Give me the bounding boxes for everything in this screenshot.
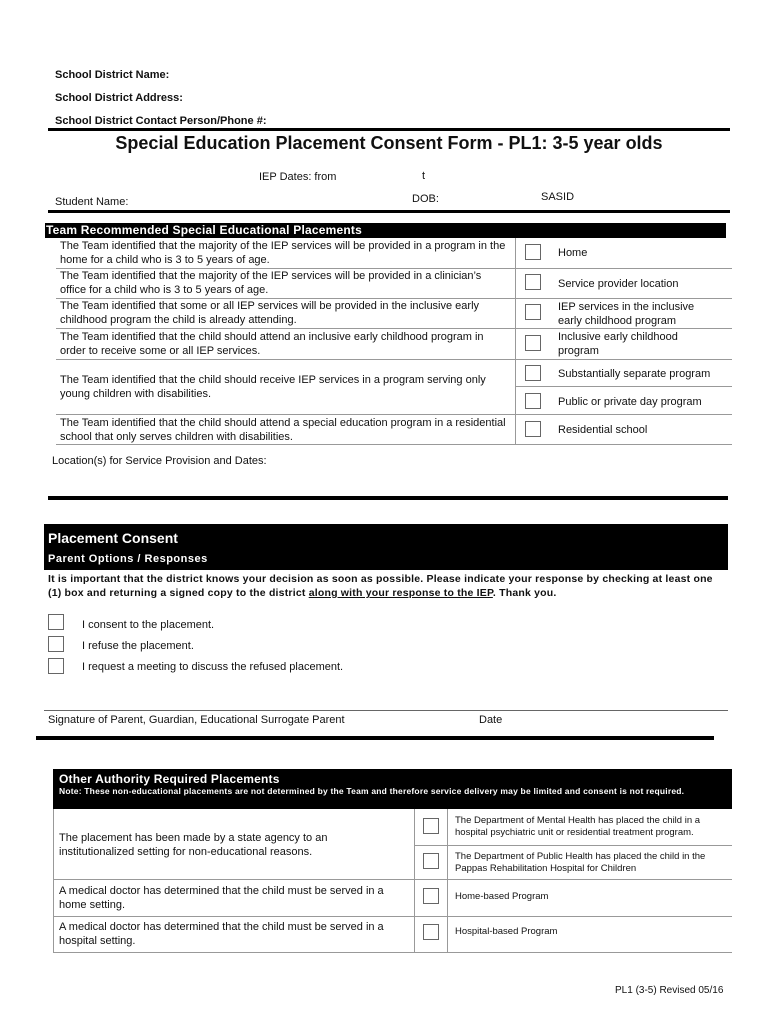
consent-header-block	[44, 524, 728, 570]
student-name-label: Student Name:	[55, 196, 129, 208]
locations-rule	[48, 496, 728, 500]
team-row-1-statement: The Team identified that the majority of the IEP services will be provided in a program in the home for a child who is 3 to 5 years of age.	[60, 240, 506, 266]
consent-subheading: Parent Options / Responses	[48, 553, 208, 565]
district-address-label: School District Address:	[55, 92, 183, 104]
dob-label: DOB:	[412, 193, 439, 205]
student-info-rule	[48, 210, 730, 213]
residential-school-checkbox[interactable]	[525, 421, 541, 437]
district-contact-label: School District Contact Person/Phone #:	[55, 115, 267, 127]
request-meeting-label: I request a meeting to discuss the refused placement.	[82, 661, 344, 673]
day-program-checkbox[interactable]	[525, 393, 541, 409]
inclusive-ec-checkbox[interactable]	[525, 335, 541, 351]
hospital-based-checkbox[interactable]	[423, 924, 439, 940]
separate-program-checkbox[interactable]	[525, 365, 541, 381]
home-option-label: Home	[558, 247, 588, 259]
team-row-4-statement: The Team identified that the child should attend an inclusive early childhood program in order to receive some or all IEP services.	[60, 331, 484, 357]
inclusive-ec-label: Inclusive early childhood program	[558, 331, 678, 357]
date-label: Date	[479, 714, 503, 726]
revision-footer: PL1 (3-5) Revised 05/16	[615, 985, 724, 996]
team-row-5-statement: The Team identified that the child should receive IEP services in a program serving only young children with disabilities.	[60, 374, 486, 400]
signature-rule	[36, 736, 714, 740]
team-row-6-statement: The Team identified that the child should attend a special education program in a residential school that only serves children with disabilities.	[60, 417, 506, 443]
dmh-checkbox[interactable]	[423, 818, 439, 834]
team-row-divider	[516, 386, 732, 387]
signature-label: Signature of Parent, Guardian, Educational Surrogate Parent	[48, 714, 345, 726]
team-row-divider	[56, 359, 732, 360]
other-row-2-statement: A medical doctor has determined that the child must be served in a home setting.	[59, 885, 384, 911]
locations-label: Location(s) for Service Provision and Dates:	[52, 455, 267, 467]
consent-heading: Placement Consent	[48, 530, 178, 546]
refuse-option-label: I refuse the placement.	[82, 640, 194, 652]
consent-instruction	[48, 572, 728, 600]
request-meeting-checkbox[interactable]	[48, 658, 64, 674]
other-table-divider	[447, 809, 448, 953]
dph-checkbox[interactable]	[423, 853, 439, 869]
team-row-3-statement: The Team identified that some or all IEP services will be provided in the inclusive early childhood program the child is already attending.	[60, 300, 480, 326]
consent-option-label: I consent to the placement.	[82, 619, 215, 631]
page-title: Special Education Placement Consent Form - PL1: 3-5 year olds	[115, 133, 663, 153]
consent-checkbox[interactable]	[48, 614, 64, 630]
instruction-text: It is important that the district knows your decision as soon as possible. Please indicate your response by checking at least one (1) box and returning a signed copy to the district	[48, 573, 713, 599]
separate-program-label: Substantially separate program	[558, 368, 711, 380]
other-table-border	[53, 809, 54, 953]
home-based-checkbox[interactable]	[423, 888, 439, 904]
service-provider-location-checkbox[interactable]	[525, 274, 541, 290]
hospital-based-label: Hospital-based Program	[455, 926, 558, 937]
iep-dates-label: IEP Dates: from	[259, 171, 337, 183]
other-table-divider	[414, 809, 415, 953]
header-rule	[48, 128, 730, 131]
sasid-label: SASID	[541, 191, 575, 203]
residential-school-label: Residential school	[558, 424, 648, 436]
day-program-label: Public or private day program	[558, 396, 702, 408]
signature-line	[44, 710, 728, 711]
iep-inclusive-checkbox[interactable]	[525, 304, 541, 320]
other-row-divider	[53, 879, 732, 880]
team-row-divider	[56, 328, 732, 329]
other-row-divider	[53, 952, 732, 953]
other-row-divider	[415, 845, 732, 846]
iep-dates-to: t	[422, 170, 426, 182]
iep-inclusive-label: IEP services in the inclusive early childhood program	[558, 301, 695, 327]
other-heading: Other Authority Required Placements	[59, 772, 280, 786]
refuse-checkbox[interactable]	[48, 636, 64, 652]
district-name-label: School District Name:	[55, 69, 170, 81]
other-row-1-statement: The placement has been made by a state agency to an institutionalized setting for non-educational reasons.	[59, 832, 328, 858]
home-checkbox[interactable]	[525, 244, 541, 260]
home-based-label: Home-based Program	[455, 891, 549, 902]
dph-option-label: The Department of Public Health has placed the child in the Pappas Rehabilitation Hospital for Children	[455, 851, 706, 874]
team-row-divider	[56, 414, 732, 415]
other-row-divider	[53, 916, 732, 917]
dmh-option-label: The Department of Mental Health has placed the child in a hospital psychiatric unit or residential treatment program.	[455, 815, 701, 838]
instruction-text-end: . Thank you.	[492, 587, 557, 599]
other-row-3-statement: A medical doctor has determined that the child must be served in a hospital setting.	[59, 921, 384, 947]
team-row-divider	[56, 444, 732, 445]
service-provider-location-label: Service provider location	[558, 278, 679, 290]
team-section-heading: Team Recommended Special Educational Placements	[45, 223, 726, 238]
team-row-2-statement: The Team identified that the majority of the IEP services will be provided in a clinician’s office for a child who is 3 to 5 years of age.	[60, 270, 482, 296]
other-header-block	[53, 769, 732, 809]
instruction-underlined: along with your response to the IEP	[308, 587, 493, 599]
other-note: Note: These non-educational placements are not determined by the Team and therefore service delivery may be limited and consent is not required.	[59, 786, 685, 796]
